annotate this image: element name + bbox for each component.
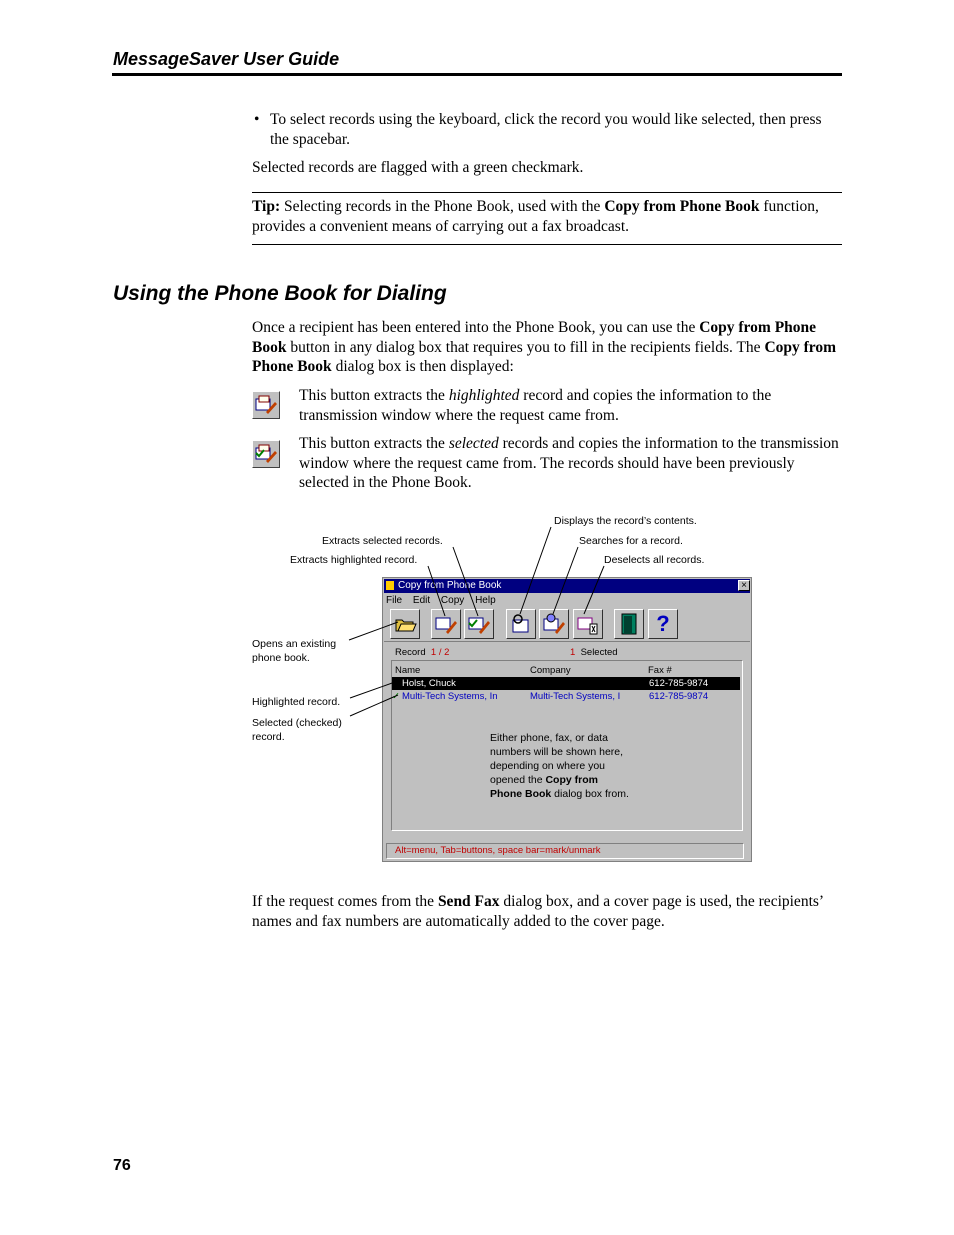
callout-line: record. (252, 731, 285, 743)
desc-italic: highlighted (448, 387, 520, 404)
closing-paragraph (252, 892, 842, 931)
closing-bold: Send Fax (437, 893, 500, 910)
leader-extracts-highlighted (428, 566, 445, 616)
row-fax: 612-785-9874 (649, 678, 709, 689)
intro-bold: Copy from Phone Book (252, 319, 817, 356)
note-line: Either phone, fax, or data (490, 732, 608, 744)
dialog-title: Copy from Phone Book (398, 580, 502, 591)
leader-displays (520, 527, 551, 614)
desc-text: This button extracts the (299, 435, 449, 452)
column-fax[interactable]: Fax # (648, 665, 672, 676)
row-name: Multi-Tech Systems, In (402, 691, 498, 702)
section-title: Using the Phone Book for Dialing (113, 282, 447, 305)
note-line: depending on where you (490, 760, 606, 772)
leader-deselects (584, 566, 604, 614)
callout-searches: Searches for a record. (579, 535, 683, 547)
desc-text: record and copies the information to the transmission window where the request came from. (299, 387, 772, 424)
callout-extracts-selected: Extracts selected records. (322, 535, 443, 547)
record-label: Record (395, 647, 426, 658)
desc-text: records and copies the information to the transmission window where the request came from. The records should have been previously selected in the Phone Book. (299, 435, 839, 491)
note-text: opened the (490, 774, 546, 786)
note-bold: Copy from (545, 774, 598, 786)
callout-extracts-highlighted: Extracts highlighted record. (290, 554, 418, 566)
close-button[interactable]: × (738, 580, 750, 591)
leader-opens (349, 622, 398, 640)
callout-highlighted: Highlighted record. (252, 696, 341, 708)
tip-label: Tip: (252, 198, 281, 215)
menu-copy[interactable]: Copy (440, 595, 465, 606)
callout-displays: Displays the record’s contents. (554, 515, 697, 527)
callout-line: phone book. (252, 652, 310, 664)
selected-count: 1 (570, 647, 576, 658)
callout-deselects: Deselects all records. (604, 554, 705, 566)
help-button[interactable]: ? (648, 609, 678, 639)
menu-edit[interactable]: Edit (412, 595, 431, 606)
row-company: Multi-Tech Systems, I (530, 691, 621, 702)
intro-bold: Copy from Phone Book (252, 338, 837, 375)
intro-text: dialog box is then displayed: (331, 358, 514, 375)
note-line: numbers will be shown here, (490, 746, 624, 758)
check-icon: ✓ (392, 691, 400, 702)
note-text: dialog box from. (551, 788, 629, 800)
row-name: Holst, Chuck (402, 678, 456, 689)
closing-text: If the request comes from the (252, 893, 438, 910)
page-number: 76 (113, 1157, 131, 1174)
leader-selected (350, 695, 398, 716)
bullet-mark: • (254, 111, 260, 128)
leader-extracts-selected (453, 547, 478, 616)
menu-help[interactable]: Help (475, 595, 496, 606)
running-header: MessageSaver User Guide (113, 49, 340, 69)
callout-line: Selected (checked) (252, 717, 342, 729)
tip-text-end: function, provides a convenient means of carrying out a fax broadcast. (252, 198, 819, 235)
tip-text: Selecting records in the Phone Book, used with the (280, 198, 605, 215)
selected-label: Selected (580, 647, 618, 658)
leader-searches (553, 547, 578, 614)
desc-text: This button extracts the (299, 387, 449, 404)
selected-paragraph: Selected records are flagged with a green checkmark. (252, 159, 584, 176)
intro-text: button in any dialog box that requires you to fill in the recipients fields. The (286, 338, 765, 356)
closing-text: dialog box, and a cover page is used, the recipients’ names and fax numbers are automatically added to the cover page. (252, 893, 823, 930)
callout-line: Opens an existing (252, 638, 337, 650)
intro-text: Once a recipient has been entered into the Phone Book, you can use the (252, 319, 700, 336)
note-bold: Phone Book (490, 788, 552, 800)
record-value: 1 / 2 (430, 647, 450, 658)
column-name[interactable]: Name (395, 665, 421, 676)
row-fax: 612-785-9874 (649, 691, 709, 702)
tip-bold: Copy from Phone Book (604, 198, 760, 215)
column-company[interactable]: Company (530, 665, 571, 676)
desc-italic: selected (448, 435, 499, 452)
status-bar: Alt=menu, Tab=buttons, space bar=mark/unmark (386, 843, 744, 859)
leader-highlighted (350, 682, 395, 698)
bullet-text: To select records using the keyboard, click the record you would like selected, then press the spacebar. (270, 111, 822, 148)
menu-file[interactable]: File (386, 595, 403, 606)
